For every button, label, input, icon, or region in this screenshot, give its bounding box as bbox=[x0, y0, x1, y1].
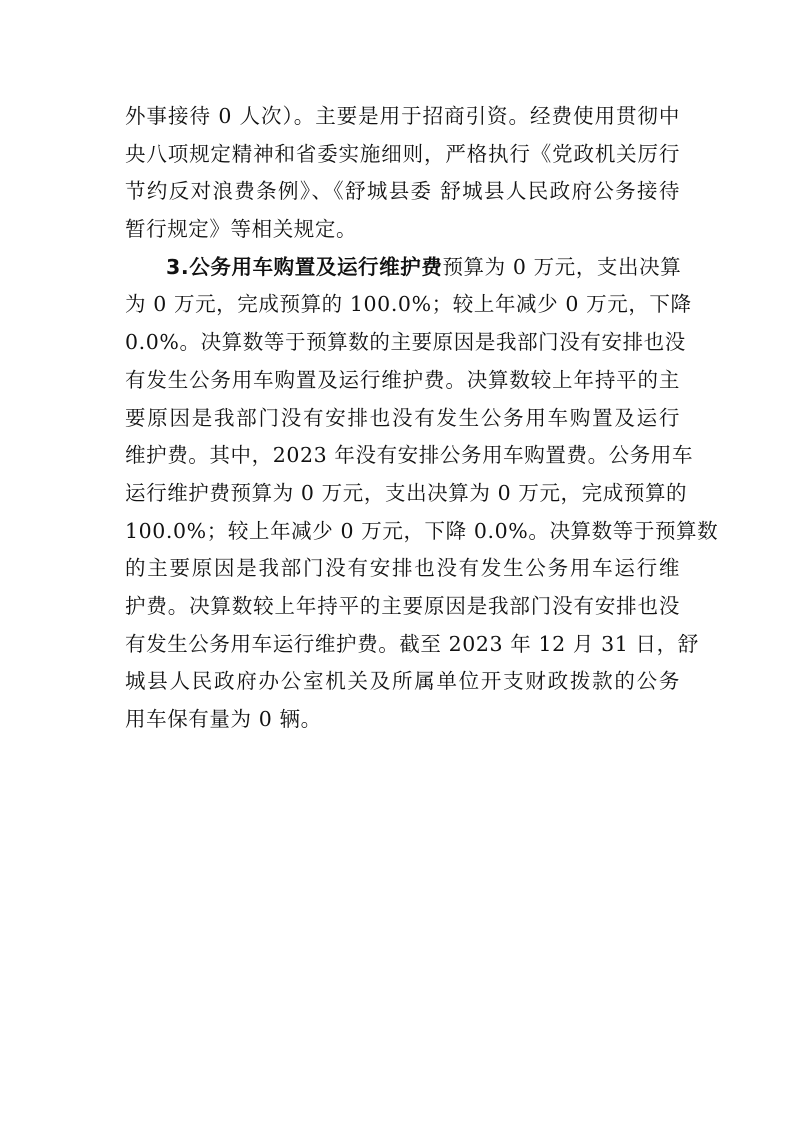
text-line: 运行维护费预算为 0 万元，支出决算为 0 万元，完成预算的 bbox=[125, 480, 688, 505]
body-text bbox=[125, 98, 719, 739]
text-line: 维护费。其中，2023 年没有安排公务用车购置费。公务用车 bbox=[125, 443, 694, 468]
text-line: 为 0 万元，完成预算的 100.0%；较上年减少 0 万元，下降 bbox=[125, 292, 692, 317]
text-line: 有发生公务用车购置及运行维护费。决算数较上年持平的主 bbox=[125, 367, 680, 392]
text-line: 外事接待 0 人次）。主要是用于招商引资。经费使用贯彻中 bbox=[125, 104, 680, 128]
paragraph-reception-expenses bbox=[125, 98, 680, 249]
text-line-first bbox=[125, 249, 680, 287]
text-line: 暂行规定》等相关规定。 bbox=[125, 217, 358, 242]
text-line: 100.0%；较上年减少 0 万元，下降 0.0%。决算数等于预算数 bbox=[125, 518, 719, 543]
text-line: 城县人民政府办公室机关及所属单位开支财政拨款的公务 bbox=[125, 669, 680, 694]
text-line: 要原因是我部门没有安排也没有发生公务用车购置及运行 bbox=[125, 405, 680, 430]
text-line: 护费。决算数较上年持平的主要原因是我部门没有安排也没 bbox=[125, 593, 680, 618]
paragraph-vehicle-expenses bbox=[125, 249, 719, 739]
text-line: 节约反对浪费条例》、《舒城县委 舒城县人民政府公务接待 bbox=[125, 179, 680, 204]
section-heading: 3.公务用车购置及运行维护费 bbox=[166, 254, 443, 279]
text-line: 用车保有量为 0 辆。 bbox=[125, 707, 322, 731]
text-line: 0.0%。决算数等于预算数的主要原因是我部门没有安排也没 bbox=[125, 330, 686, 355]
text-line: 有发生公务用车运行维护费。截至 2023 年 12 月 31 日，舒 bbox=[125, 631, 699, 656]
heading-continuation: 预算为 0 万元，支出决算 bbox=[442, 254, 682, 279]
text-line: 的主要原因是我部门没有安排也没有发生公务用车运行维 bbox=[125, 556, 680, 581]
text-line: 央八项规定精神和省委实施细则，严格执行《党政机关厉行 bbox=[125, 141, 680, 166]
